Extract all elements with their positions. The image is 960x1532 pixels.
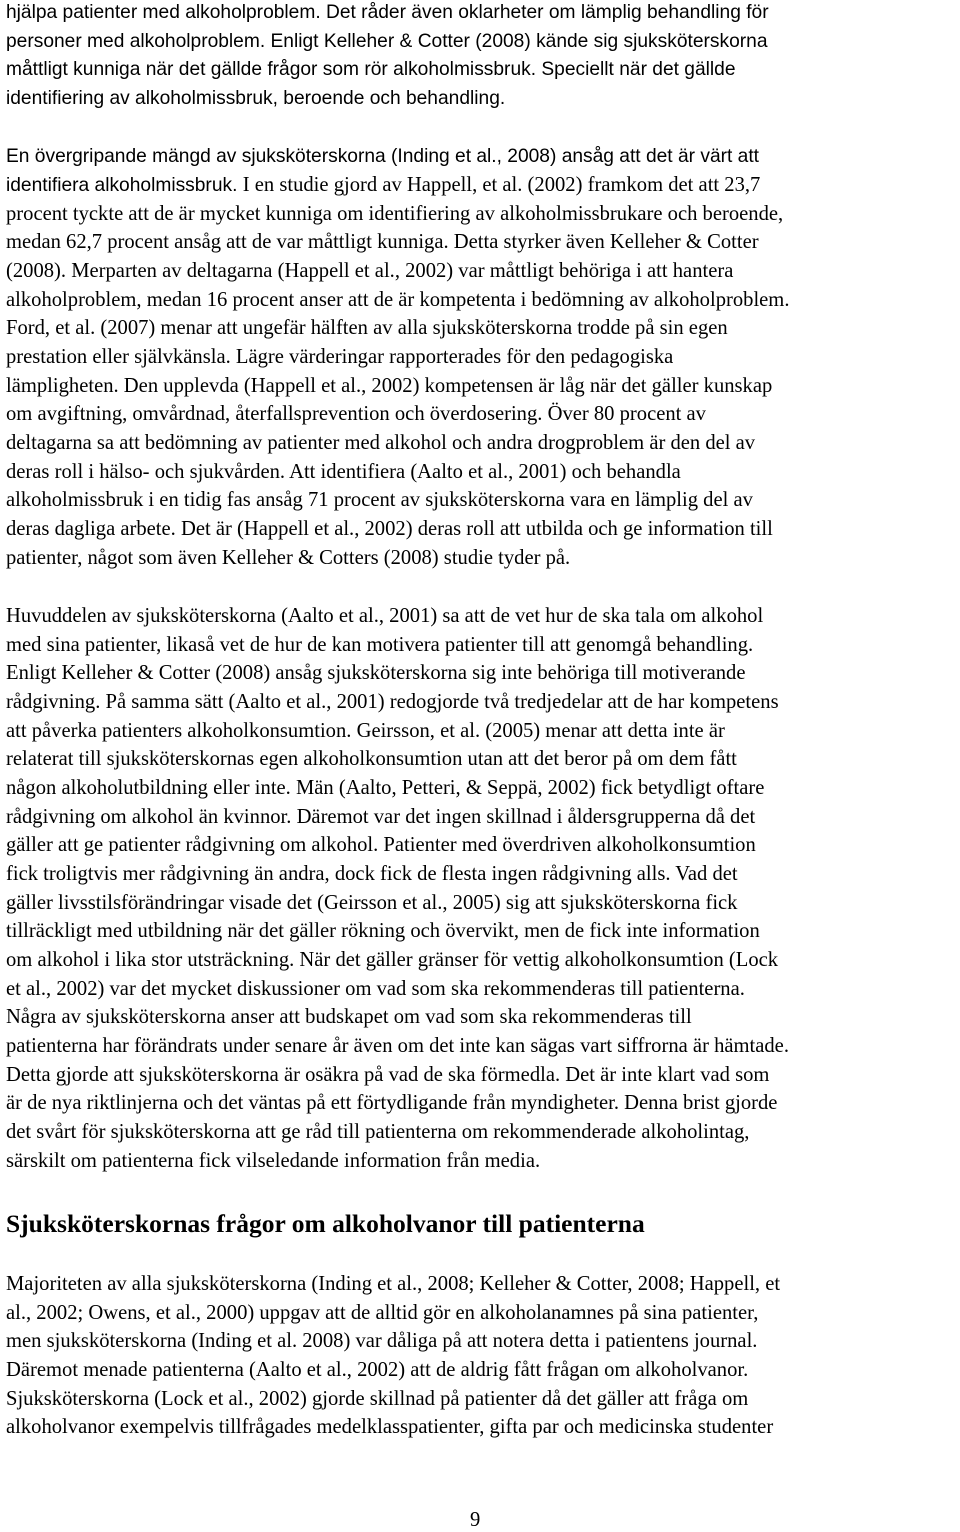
paragraph-line: alkoholvanor exempelvis tillfrågades medelklasspatienter, gifta par och medicinska studenter [6, 1416, 774, 1438]
paragraph-line: är de nya riktlinjerna och det väntas på ett förtydligande från myndigheter. Denna brist gjorde [6, 1092, 778, 1114]
paragraph-line: om alkohol i lika stor utsträckning. När det gäller gränser för vettig alkoholkonsumtion (Lock [6, 949, 779, 971]
paragraph-line-sans-part: identifiera alkoholmissbruk. [6, 175, 243, 196]
paragraph-line: rådgivning. På samma sätt (Aalto et al., 2001) redogjorde två tredjedelar att de har kompetens [6, 691, 779, 713]
paragraph-line: Däremot menade patienterna (Aalto et al., 2002) att de aldrig fått frågan om alkoholvanor. [6, 1359, 749, 1381]
paragraph-line: någon alkoholutbildning eller inte. Män (Aalto, Petteri, & Seppä, 2002) fick betydligt oftare [6, 777, 765, 799]
paragraph-line: Majoriteten av alla sjuksköterskorna (Inding et al., 2008; Kelleher & Cotter, 2008; Happell, et [6, 1273, 781, 1295]
paragraph-line: En övergripande mängd av sjuksköterskorna (Inding et al., 2008) ansåg att det är värt att [6, 146, 760, 167]
paragraph-line: deras dagliga arbete. Det är (Happell et al., 2002) deras roll att utbilda och ge information till [6, 518, 773, 540]
paragraph-line: hjälpa patienter med alkoholproblem. Det råder även oklarheter om lämplig behandling för [6, 2, 769, 23]
paragraph-line: Ford, et al. (2007) menar att ungefär hälften av alla sjuksköterskorna trodde på sin egen [6, 317, 728, 339]
paragraph-line: Detta gjorde att sjuksköterskorna är osäkra på vad de ska förmedla. Det är inte klart vad som [6, 1064, 770, 1086]
paragraph-line: et al., 2002) var det mycket diskussioner om vad som ska rekommenderas till patienterna. [6, 978, 745, 1000]
paragraph-line: med sina patienter, likaså vet de hur de kan motivera patienter till att genomgå behandling. [6, 634, 754, 656]
paragraph-line: (2008). Merparten av deltagarna (Happell et al., 2002) var måttligt behöriga i att hantera [6, 260, 734, 282]
paragraph-line: det svårt för sjuksköterskorna att ge råd till patienterna om rekommenderade alkoholintag, [6, 1121, 750, 1143]
paragraph-line: Sjuksköterskorna (Lock et al., 2002) gjorde skillnad på patienter då det gäller att fråga om [6, 1388, 749, 1410]
paragraph-line: patienter, något som även Kelleher & Cotters (2008) studie tyder på. [6, 547, 571, 569]
paragraph-line: särskilt om patienterna fick vilseledande information från media. [6, 1150, 541, 1172]
paragraph-line: relaterat till sjuksköterskornas egen alkoholkonsumtion utan att det beror på om dem fått [6, 748, 737, 770]
section-heading: Sjuksköterskornas frågor om alkoholvanor till patienterna [6, 1209, 645, 1238]
paragraph-line: Några av sjuksköterskorna anser att budskapet om vad som ska rekommenderas till [6, 1006, 692, 1028]
paragraph-line: procent tyckte att de är mycket kunniga om identifiering av alkoholmissbrukare och beroende, [6, 203, 784, 225]
paragraph-line: måttligt kunniga när det gällde frågor som rör alkoholmissbruk. Speciellt när det gällde [6, 59, 736, 80]
paragraph-line: patienterna har förändrats under senare år även om det inte kan sägas vart siffrorna är hämtade. [6, 1035, 789, 1057]
paragraph-line: att påverka patienters alkoholkonsumtion. Geirsson, et al. (2005) menar att detta inte är [6, 720, 725, 742]
paragraph-line: deras roll i hälso- och sjukvården. Att identifiera (Aalto et al., 2001) och behandla [6, 461, 681, 483]
paragraph-line: deltagarna sa att bedömning av patienter med alkohol och andra drogproblem är den del av [6, 432, 756, 454]
paragraph-line: lämpligheten. Den upplevda (Happell et al., 2002) kompetensen är låg när det gäller kunskap [6, 375, 773, 397]
paragraph-line: Huvuddelen av sjuksköterskorna (Aalto et al., 2001) sa att de vet hur de ska tala om alkohol [6, 605, 764, 627]
paragraph-line: Enligt Kelleher & Cotter (2008) ansåg sjuksköterskorna sig inte behöriga till motiverande [6, 662, 746, 684]
paragraph-line: personer med alkoholproblem. Enligt Kelleher & Cotter (2008) kände sig sjuksköterskorna [6, 31, 768, 52]
paragraph-line-serif-part: I en studie gjord av Happell, et al. (2002) framkom det att 23,7 [242, 174, 761, 196]
paragraph-line: alkoholmissbruk i en tidig fas ansåg 71 procent av sjuksköterskorna vara en lämplig del av [6, 489, 753, 511]
paragraph-line: prestation eller självkänsla. Lägre värderingar rapporterades för den pedagogiska [6, 346, 674, 368]
paragraph-line: identifiering av alkoholmissbruk, beroende och behandling. [6, 88, 506, 109]
paragraph-line [6, 173, 760, 198]
paragraph-line: men sjuksköterskorna (Inding et al. 2008) var dåliga på att notera detta i patientens journal. [6, 1330, 758, 1352]
paragraph-line: gäller livsstilsförändringar visade det (Geirsson et al., 2005) sig att sjuksköterskorna fick [6, 892, 738, 914]
paragraph-line: rådgivning om alkohol än kvinnor. Däremot var det ingen skillnad i åldersgrupperna då det [6, 806, 756, 828]
paragraph-line: gäller att ge patienter rådgivning om alkohol. Patienter med överdriven alkoholkonsumtion [6, 834, 756, 856]
paragraph-line: tillräckligt med utbildning när det gäller rökning och övervikt, men de fick inte information [6, 920, 760, 942]
page-number: 9 [470, 1509, 481, 1531]
paragraph-line: alkoholproblem, medan 16 procent anser att de är kompetenta i bedömning av alkoholproblem. [6, 289, 790, 311]
paragraph-line: medan 62,7 procent ansåg att de var måttligt kunniga. Detta styrker även Kelleher & Cotter [6, 231, 759, 253]
paragraph-line: al., 2002; Owens, et al., 2000) uppgav att de alltid gör en alkoholanamnes på sina patienter, [6, 1302, 759, 1324]
paragraph-line: fick troligtvis mer rådgivning än andra, dock fick de flesta ingen rådgivning alls. Vad det [6, 863, 738, 885]
paragraph-line: om avgiftning, omvårdnad, återfallsprevention och överdosering. Över 80 procent av [6, 403, 706, 425]
